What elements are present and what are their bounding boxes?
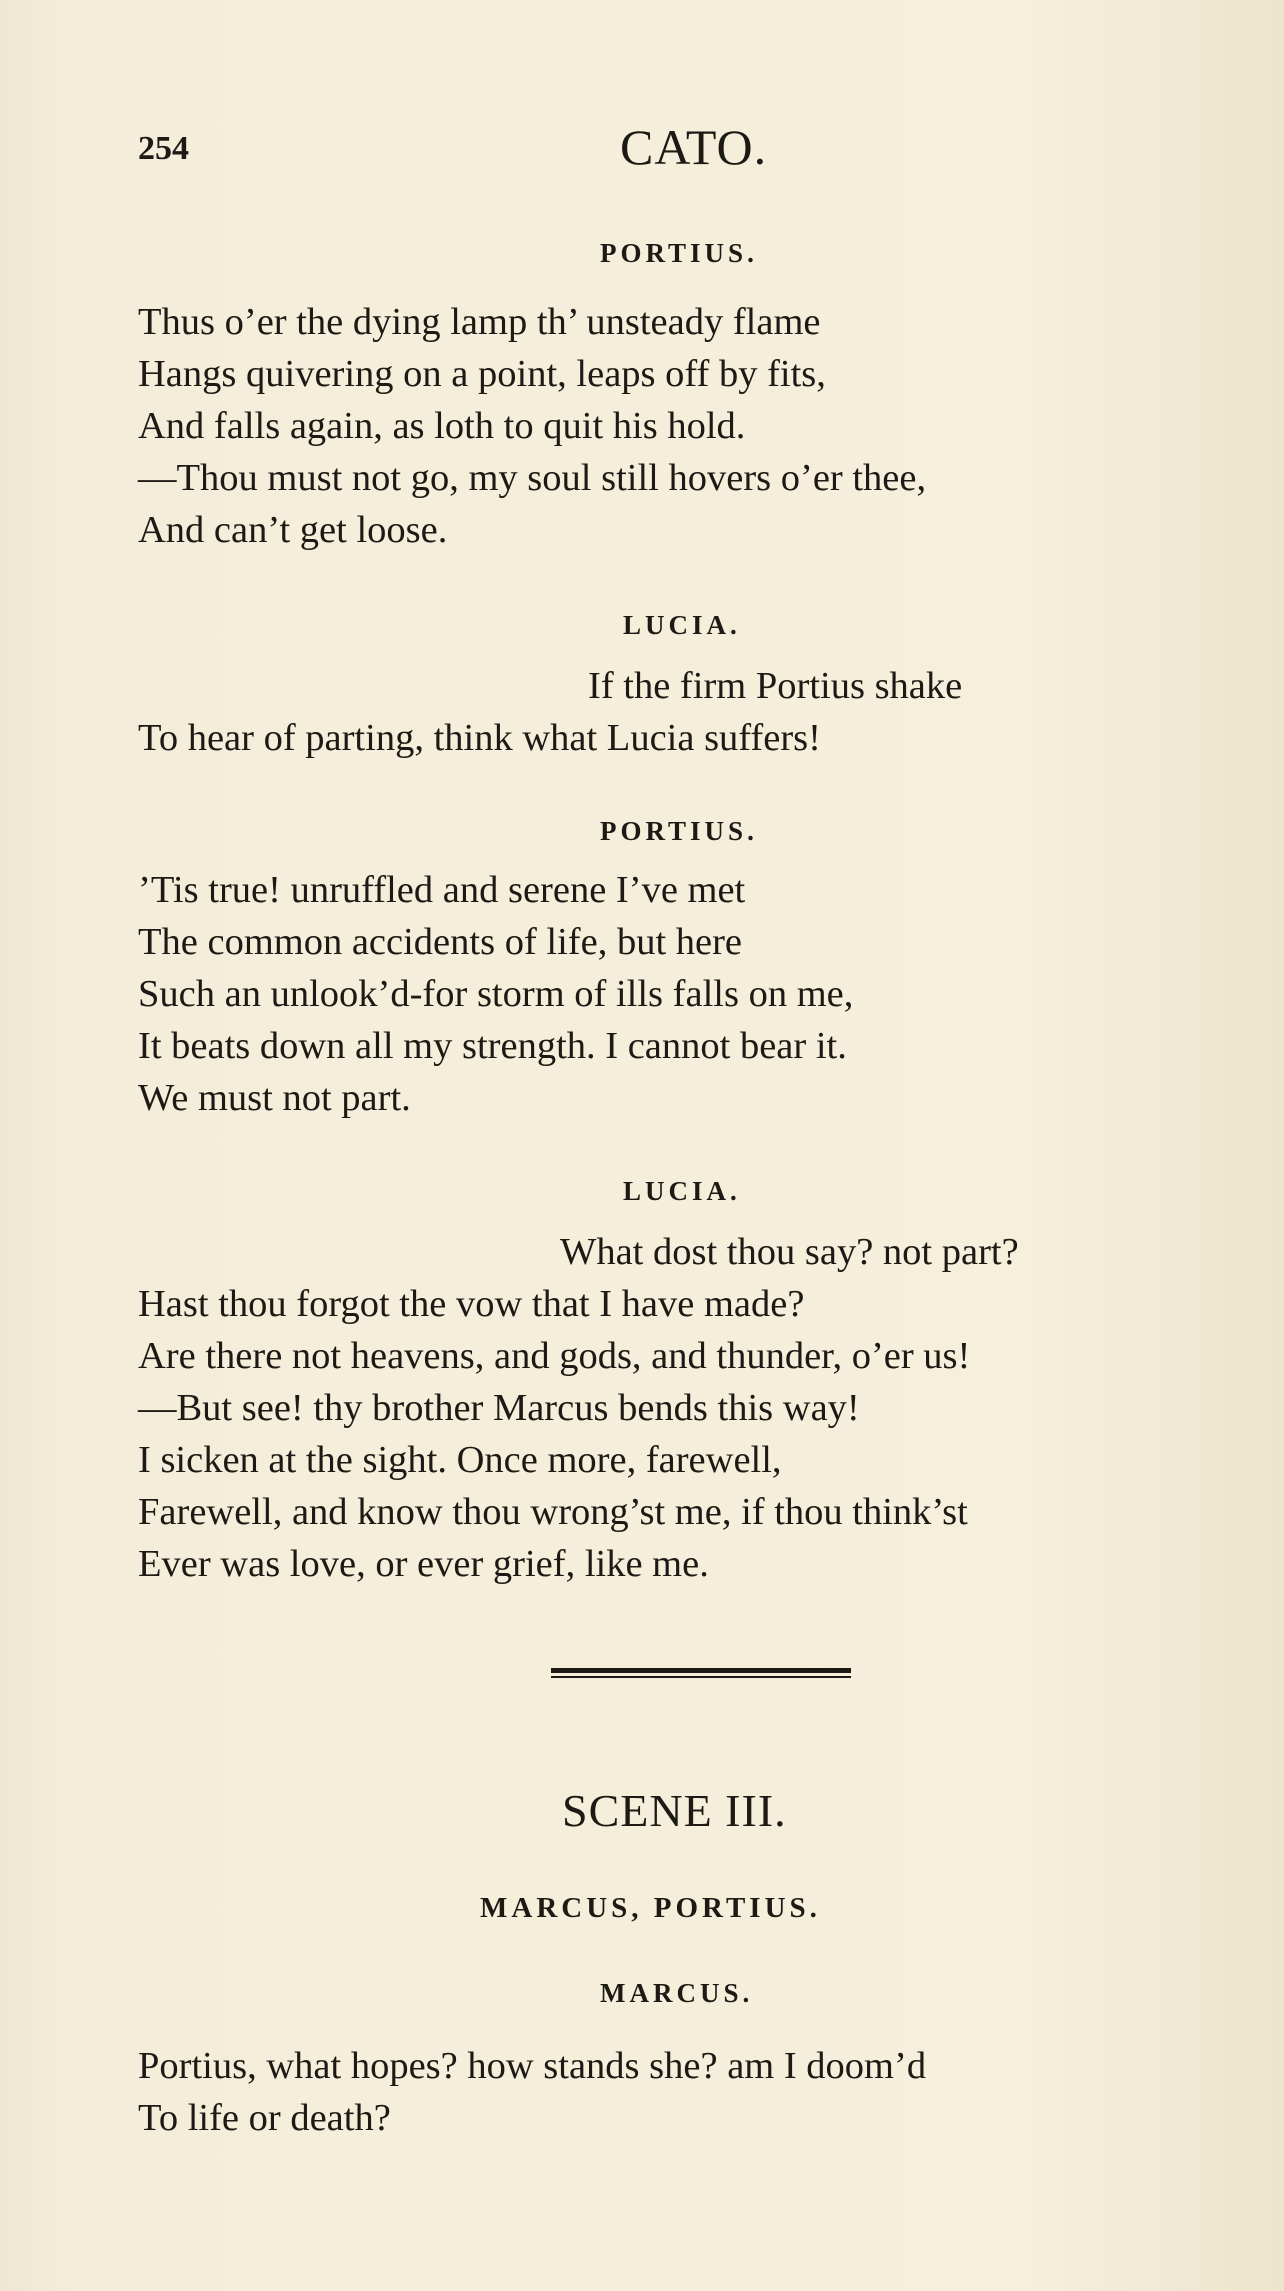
verse-line: And falls again, as loth to quit his hold. (138, 405, 746, 447)
divider-thick-line (551, 1668, 851, 1673)
verse-line: I sicken at the sight. Once more, farewell, (138, 1439, 782, 1481)
running-title: CATO. (620, 119, 768, 175)
scene-characters: MARCUS, PORTIUS. (480, 1892, 821, 1924)
verse-line: The common accidents of life, but here (138, 921, 743, 963)
verse-line: It beats down all my strength. I cannot bear it. (138, 1025, 847, 1067)
speech-marcus (138, 2040, 926, 2144)
speaker-heading: MARCUS. (600, 1978, 754, 2008)
divider-thin-line (551, 1676, 851, 1678)
page-header (138, 118, 838, 178)
verse-line: ’Tis true! unruffled and serene I’ve met (138, 869, 746, 911)
speech-lucia-2 (138, 1226, 1019, 1590)
verse-line: Farewell, and know thou wrong’st me, if thou think’st (138, 1491, 968, 1533)
verse-line: Portius, what hopes? how stands she? am I doom’d (138, 2045, 927, 2087)
verse-line: And can’t get loose. (138, 509, 448, 551)
verse-line: What dost thou say? not part? (560, 1231, 1019, 1273)
section-divider (551, 1668, 851, 1678)
page-number: 254 (138, 130, 189, 167)
speech-portius-1 (138, 296, 926, 556)
verse-line: Thus o’er the dying lamp th’ unsteady flame (138, 301, 821, 343)
speaker-heading: LUCIA. (623, 1176, 741, 1206)
speaker-heading: PORTIUS. (600, 238, 758, 268)
verse-line: Are there not heavens, and gods, and thunder, o’er us! (138, 1335, 971, 1377)
verse-line: —But see! thy brother Marcus bends this way! (138, 1387, 860, 1429)
verse-line: To hear of parting, think what Lucia suffers! (138, 717, 821, 759)
verse-line: Hast thou forgot the vow that I have made? (138, 1283, 805, 1325)
verse-line: If the firm Portius shake (588, 665, 963, 707)
scene-title: SCENE III. (562, 1785, 787, 1836)
speech-lucia-1 (138, 660, 962, 764)
speaker-heading: PORTIUS. (600, 816, 758, 846)
verse-line: Hangs quivering on a point, leaps off by fits, (138, 353, 826, 395)
verse-line: To life or death? (138, 2097, 391, 2139)
verse-line: We must not part. (138, 1077, 411, 1119)
speech-portius-2 (138, 864, 853, 1124)
verse-line: Such an unlook’d-for storm of ills falls on me, (138, 973, 854, 1015)
speaker-heading: LUCIA. (623, 610, 741, 640)
verse-line: Ever was love, or ever grief, like me. (138, 1543, 709, 1585)
verse-line: —Thou must not go, my soul still hovers o’er thee, (138, 457, 927, 499)
